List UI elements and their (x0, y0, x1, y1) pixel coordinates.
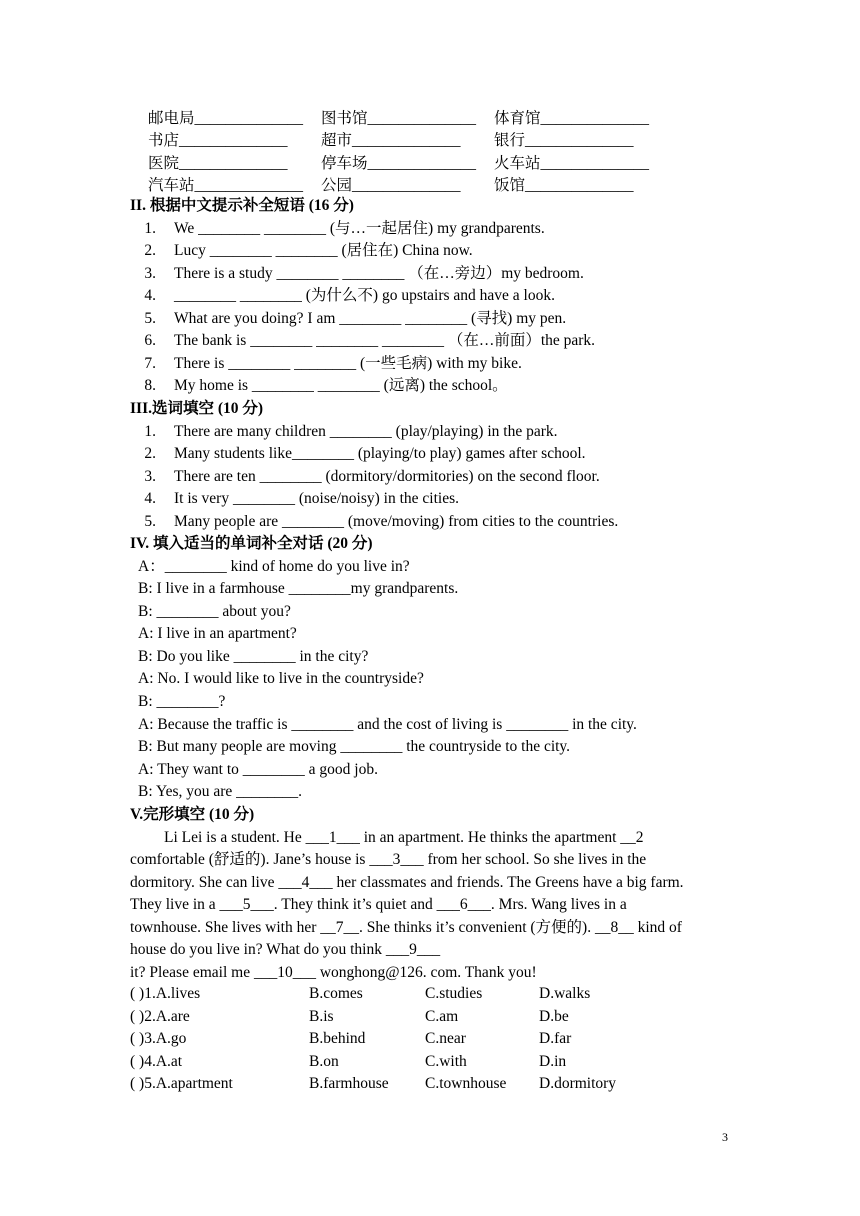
cloze-blank: ___9___ (385, 941, 441, 958)
dialog-line: B: Do you like ________ in the city? (138, 648, 369, 665)
sec2-item (130, 354, 522, 374)
passage-line (130, 940, 440, 960)
option-d: D.be (539, 1008, 569, 1025)
sec2-item (130, 241, 473, 261)
item-text: There are ten ________ (dormitory/dormitories) on the second floor. (174, 468, 600, 485)
option-question: ( )3.A.go (130, 1030, 187, 1047)
item-number: 1. (144, 220, 156, 237)
item-number: 7. (144, 355, 156, 372)
option-c: C.am (425, 1008, 459, 1025)
page-number: 3 (722, 1130, 728, 1144)
passage-text: . Mrs. Wang lives in a (490, 896, 627, 913)
item-text: Many people are ________ (move/moving) from cities to the countries. (174, 513, 619, 530)
item-number: 3. (144, 265, 156, 282)
vocab-restaurant: 饭馆______________ (494, 177, 634, 194)
cloze-blank: __7__ (320, 919, 360, 936)
item-text: There are many children ________ (play/playing) in the park. (174, 423, 558, 440)
cloze-blank: ___10___ (253, 964, 316, 981)
dialog-line: A: No. I would like to live in the countryside? (138, 670, 424, 687)
item-number: 4. (144, 287, 156, 304)
option-question: ( )4.A.at (130, 1053, 183, 1070)
section-3-heading: III.选词填空 (10 分) (130, 400, 264, 417)
cloze-blank: ___4___ (278, 874, 333, 891)
item-text: What are you doing? I am ________ ________ (寻找) my pen. (174, 310, 567, 327)
sec2-item (130, 376, 508, 396)
item-number: 6. (144, 332, 156, 349)
sec3-item (130, 489, 459, 509)
option-c: C.near (425, 1030, 466, 1047)
option-b: B.on (309, 1053, 339, 1070)
item-text: There is ________ ________ (一些毛病) with my bike. (174, 355, 522, 372)
vocab-stadium: 体育馆______________ (494, 110, 650, 127)
sec2-item (130, 219, 545, 239)
dialog-line: B: I live in a farmhouse ________my grandparents. (138, 580, 459, 597)
option-b: B.comes (309, 985, 363, 1002)
item-text: We ________ ________ (与…一起居住) my grandparents. (174, 220, 545, 237)
sec2-item (130, 309, 566, 329)
item-number: 2. (144, 445, 156, 462)
option-b: B.behind (309, 1030, 366, 1047)
option-b: B.farmhouse (309, 1075, 389, 1092)
passage-text: kind of (633, 919, 682, 936)
option-question: ( )5.A.apartment (130, 1075, 233, 1092)
vocab-bank: 银行______________ (494, 132, 634, 149)
dialog-line: A: I live in an apartment? (138, 625, 297, 642)
option-c: C.with (425, 1053, 467, 1070)
item-text: My home is ________ ________ (远离) the school。 (174, 377, 508, 394)
item-text: Many students like________ (playing/to play) games after school. (174, 445, 586, 462)
option-c: C.townhouse (425, 1075, 507, 1092)
item-text: The bank is ________ ________ ________ （在…前面）the park. (174, 332, 596, 349)
option-b: B.is (309, 1008, 334, 1025)
item-number: 1. (144, 423, 156, 440)
item-number: 5. (144, 513, 156, 530)
dialog-line: B: ________ about you? (138, 603, 291, 620)
passage-line (130, 918, 682, 938)
passage-text: townhouse. She lives with her (130, 919, 321, 936)
dialog-line: B: Yes, you are ________. (138, 783, 303, 800)
vocab-bus-station: 汽车站______________ (148, 177, 304, 194)
sec2-item (130, 331, 595, 351)
vocab-hospital: 医院______________ (148, 155, 288, 172)
cloze-blank: ___1___ (305, 829, 360, 846)
passage-text: dormitory. She can live (130, 874, 279, 891)
passage-text: comfortable (舒适的). Jane’s house is (130, 851, 370, 868)
dialog-line: B: But many people are moving ________ the countryside to the city. (138, 738, 571, 755)
cloze-blank: __8__ (594, 919, 634, 936)
section-5-heading: V.完形填空 (10 分) (130, 806, 255, 823)
passage-line (130, 850, 646, 870)
dialog-line: A: They want to ________ a good job. (138, 761, 378, 778)
option-d: D.dormitory (539, 1075, 617, 1092)
passage-text: it? Please email me (130, 964, 254, 981)
item-number: 2. (144, 242, 156, 259)
item-text: It is very ________ (noise/noisy) in the cities. (174, 490, 459, 507)
vocab-park: 公园______________ (321, 177, 461, 194)
passage-text: . They think it’s quiet and (273, 896, 437, 913)
option-d: D.far (539, 1030, 572, 1047)
vocab-parking-lot: 停车场______________ (321, 155, 477, 172)
vocab-supermarket: 超市______________ (321, 132, 461, 149)
sec3-item (130, 422, 558, 442)
item-number: 5. (144, 310, 156, 327)
sec3-item (130, 444, 586, 464)
passage-line (130, 963, 537, 983)
option-d: D.walks (539, 985, 591, 1002)
option-c: C.studies (425, 985, 483, 1002)
section-4-heading: IV. 填入适当的单词补全对话 (20 分) (130, 535, 373, 552)
passage-text: from her school. So she lives in the (423, 851, 647, 868)
item-text: Lucy ________ ________ (居住在) China now. (174, 242, 473, 259)
dialog-line: B: ________? (138, 693, 226, 710)
item-number: 4. (144, 490, 156, 507)
item-text: There is a study ________ ________ （在…旁边）my bedroom. (174, 265, 584, 282)
passage-text: in an apartment. He thinks the apartment (359, 829, 621, 846)
cloze-blank: ___3___ (369, 851, 424, 868)
option-d: D.in (539, 1053, 567, 1070)
vocab-post-office: 邮电局______________ (148, 110, 304, 127)
passage-text: Li Lei is a student. He (164, 829, 306, 846)
sec2-item (130, 286, 555, 306)
cloze-blank: __2 (620, 829, 644, 846)
passage-line (130, 895, 627, 915)
option-question: ( )1.A.lives (130, 985, 201, 1002)
vocab-train-station: 火车站______________ (494, 155, 650, 172)
passage-text: house do you live in? What do you think (130, 941, 386, 958)
passage-line (130, 873, 684, 893)
section-2-heading: II. 根据中文提示补全短语 (16 分) (130, 197, 354, 214)
item-number: 3. (144, 468, 156, 485)
item-number: 8. (144, 377, 156, 394)
sec2-item (130, 264, 584, 284)
item-text: ________ ________ (为什么不) go upstairs and have a look. (174, 287, 555, 304)
cloze-blank: ___5___ (219, 896, 274, 913)
dialog-line: A：________ kind of home do you live in? (138, 558, 410, 575)
passage-text: her classmates and friends. The Greens have a big farm. (332, 874, 684, 891)
sec3-item (130, 512, 618, 532)
cloze-blank: ___6___ (436, 896, 491, 913)
vocab-bookstore: 书店______________ (148, 132, 288, 149)
dialog-line: A: Because the traffic is ________ and the cost of living is ________ in the city. (138, 716, 637, 733)
sec3-item (130, 467, 600, 487)
passage-text: They live in a (130, 896, 220, 913)
vocab-library: 图书馆______________ (321, 110, 477, 127)
passage-line (164, 828, 732, 848)
option-question: ( )2.A.are (130, 1008, 190, 1025)
passage-text: wonghong@126. com. Thank you! (315, 964, 537, 981)
passage-text: . She thinks it’s convenient (方便的). (359, 919, 595, 936)
